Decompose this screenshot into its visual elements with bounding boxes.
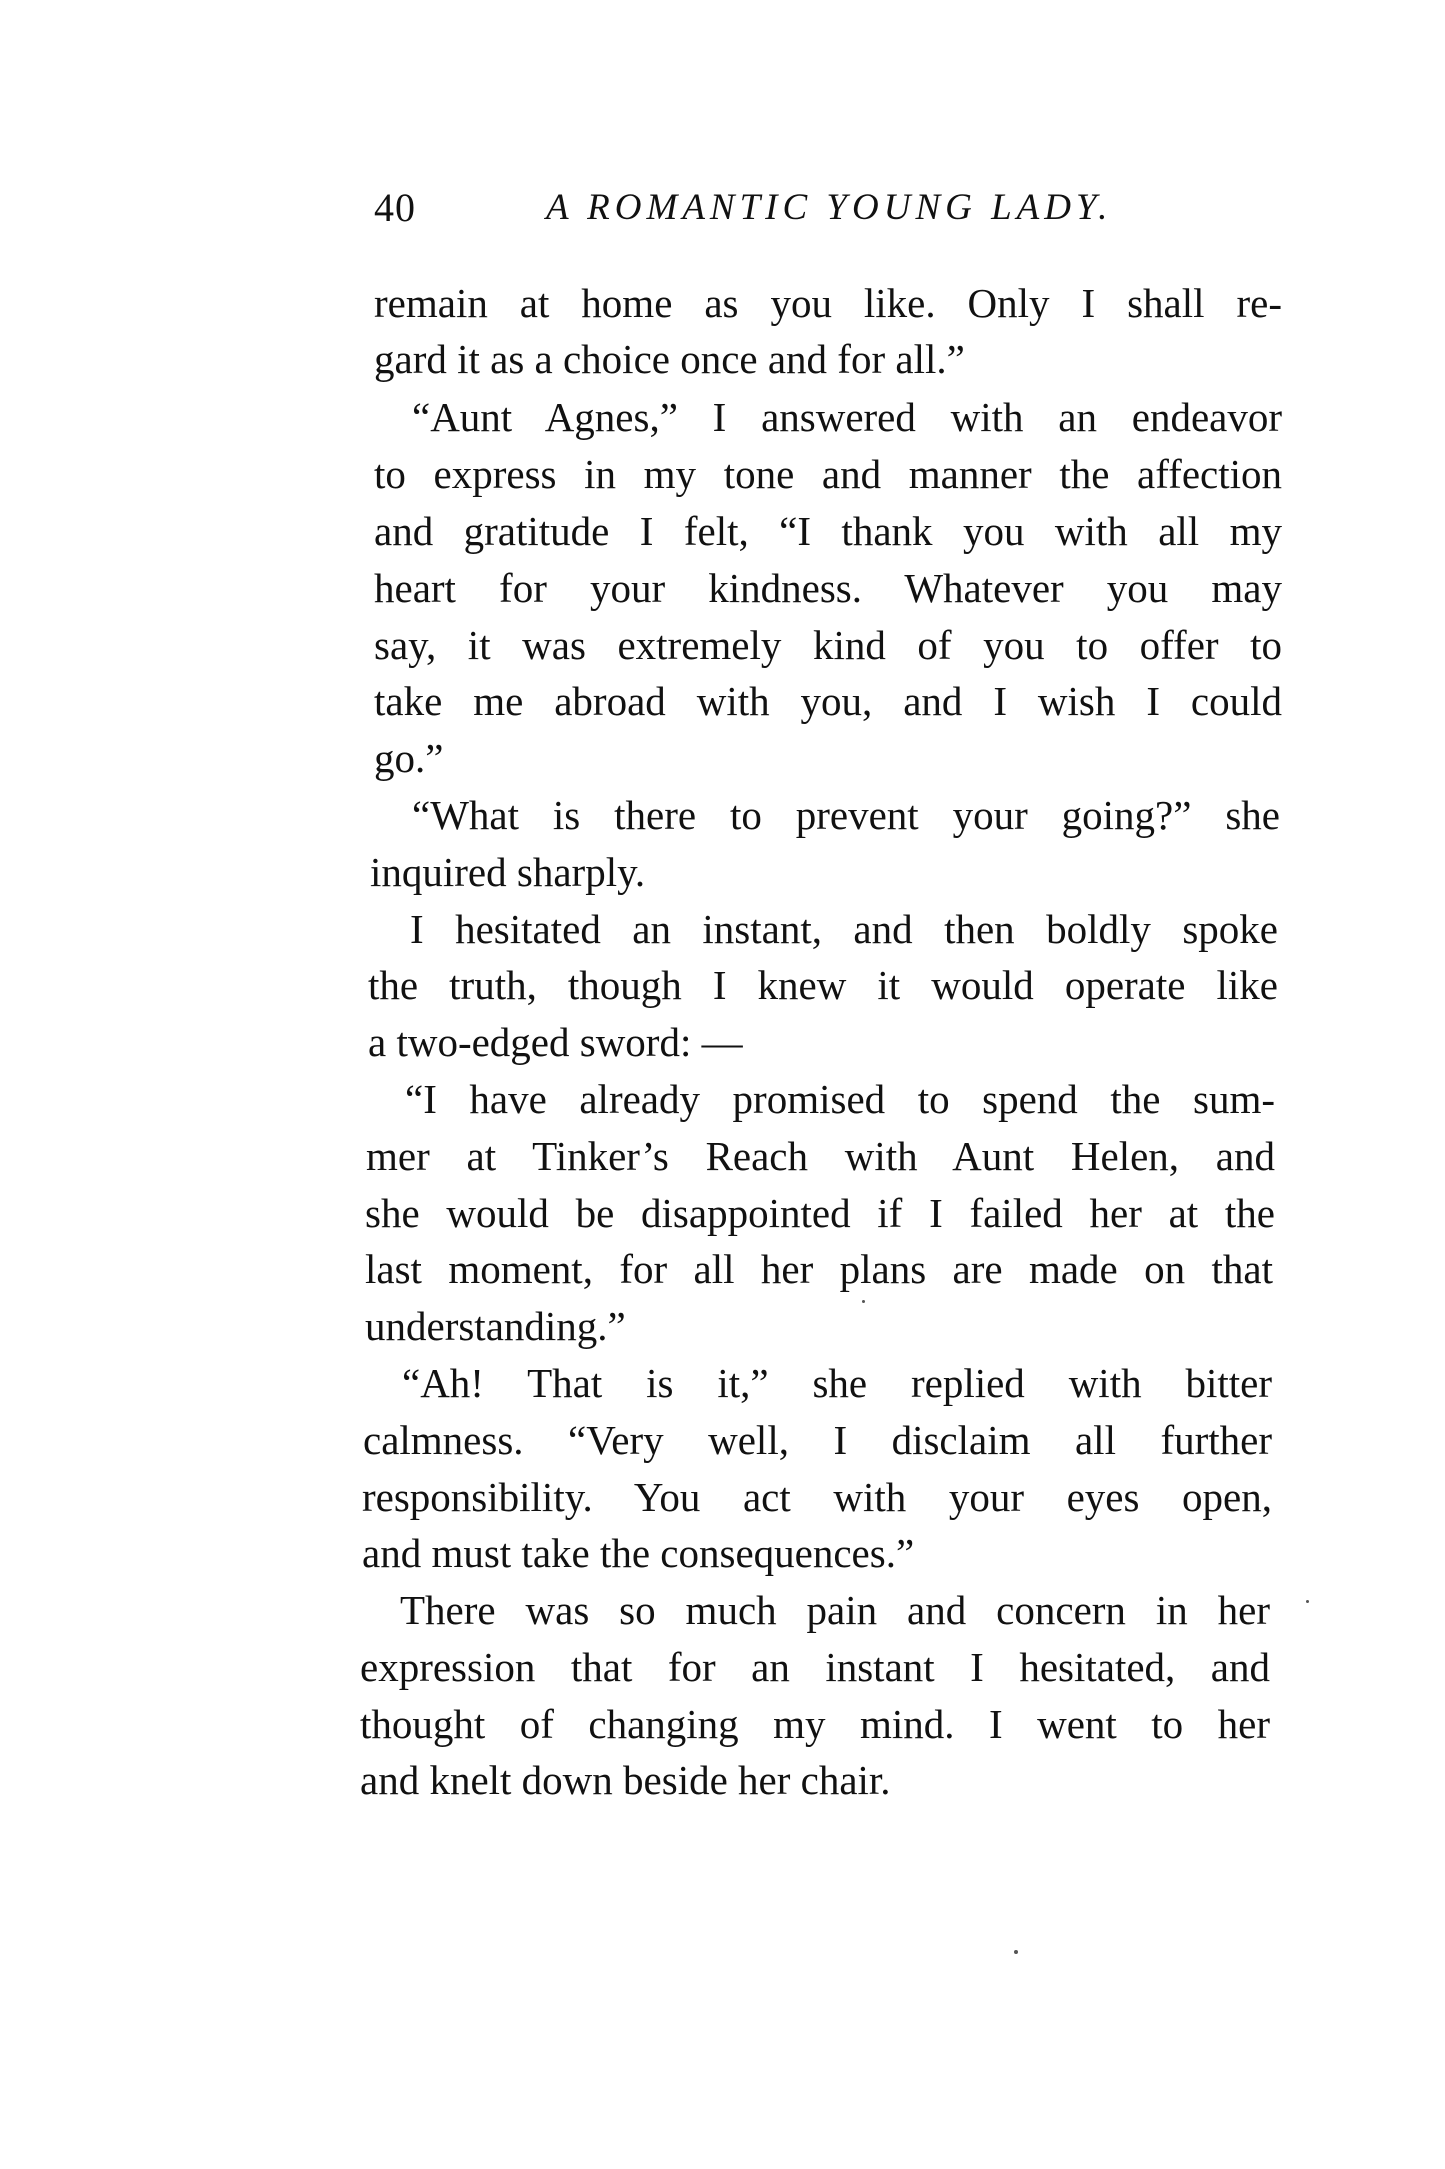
paper-speck xyxy=(862,1300,865,1303)
text-line: gard it as a choice once and for all.” xyxy=(374,336,965,382)
text-line: calmness. “Very well, I disclaim all further xyxy=(363,1417,1272,1463)
text-line: take me abroad with you, and I wish I could xyxy=(374,678,1282,724)
page-header xyxy=(374,178,1154,238)
text-line: responsibility. You act with your eyes open, xyxy=(362,1474,1272,1520)
text-line: understanding.” xyxy=(365,1303,626,1349)
text-line: to express in my tone and manner the affection xyxy=(374,451,1282,497)
paper-speck xyxy=(1014,1950,1018,1954)
text-line: mer at Tinker’s Reach with Aunt Helen, and xyxy=(366,1133,1275,1179)
text-line: the truth, though I knew it would operate like xyxy=(368,962,1278,1008)
text-line: and must take the consequences.” xyxy=(362,1530,915,1576)
text-line: remain at home as you like. Only I shall re- xyxy=(374,280,1282,326)
text-line: “What is there to prevent your going?” she xyxy=(412,792,1280,838)
page-number: 40 xyxy=(374,185,416,230)
text-line: There was so much pain and concern in her xyxy=(400,1587,1270,1633)
text-line: inquired sharply. xyxy=(370,849,646,895)
text-line: go.” xyxy=(374,735,444,781)
text-line: “Ah! That is it,” she replied with bitter xyxy=(402,1360,1272,1406)
text-line: thought of changing my mind. I went to her xyxy=(360,1701,1270,1747)
running-title: A ROMANTIC YOUNG LADY. xyxy=(546,187,1113,228)
text-line: “Aunt Agnes,” I answered with an endeavor xyxy=(412,394,1282,440)
text-line: heart for your kindness. Whatever you may xyxy=(374,565,1282,611)
text-line: expression that for an instant I hesitated, and xyxy=(360,1644,1270,1690)
text-line: “I have already promised to spend the sum- xyxy=(405,1076,1275,1122)
text-line: she would be disappointed if I failed her at the xyxy=(365,1190,1275,1236)
text-line: a two-edged sword: — xyxy=(368,1019,743,1065)
text-line: and knelt down beside her chair. xyxy=(360,1757,891,1803)
text-line: last moment, for all her plans are made on that xyxy=(365,1246,1273,1292)
text-line: I hesitated an instant, and then boldly spoke xyxy=(410,906,1278,952)
text-line: and gratitude I felt, “I thank you with all my xyxy=(374,508,1282,554)
paper-speck xyxy=(1306,1600,1309,1603)
text-line: say, it was extremely kind of you to offer to xyxy=(374,622,1282,668)
